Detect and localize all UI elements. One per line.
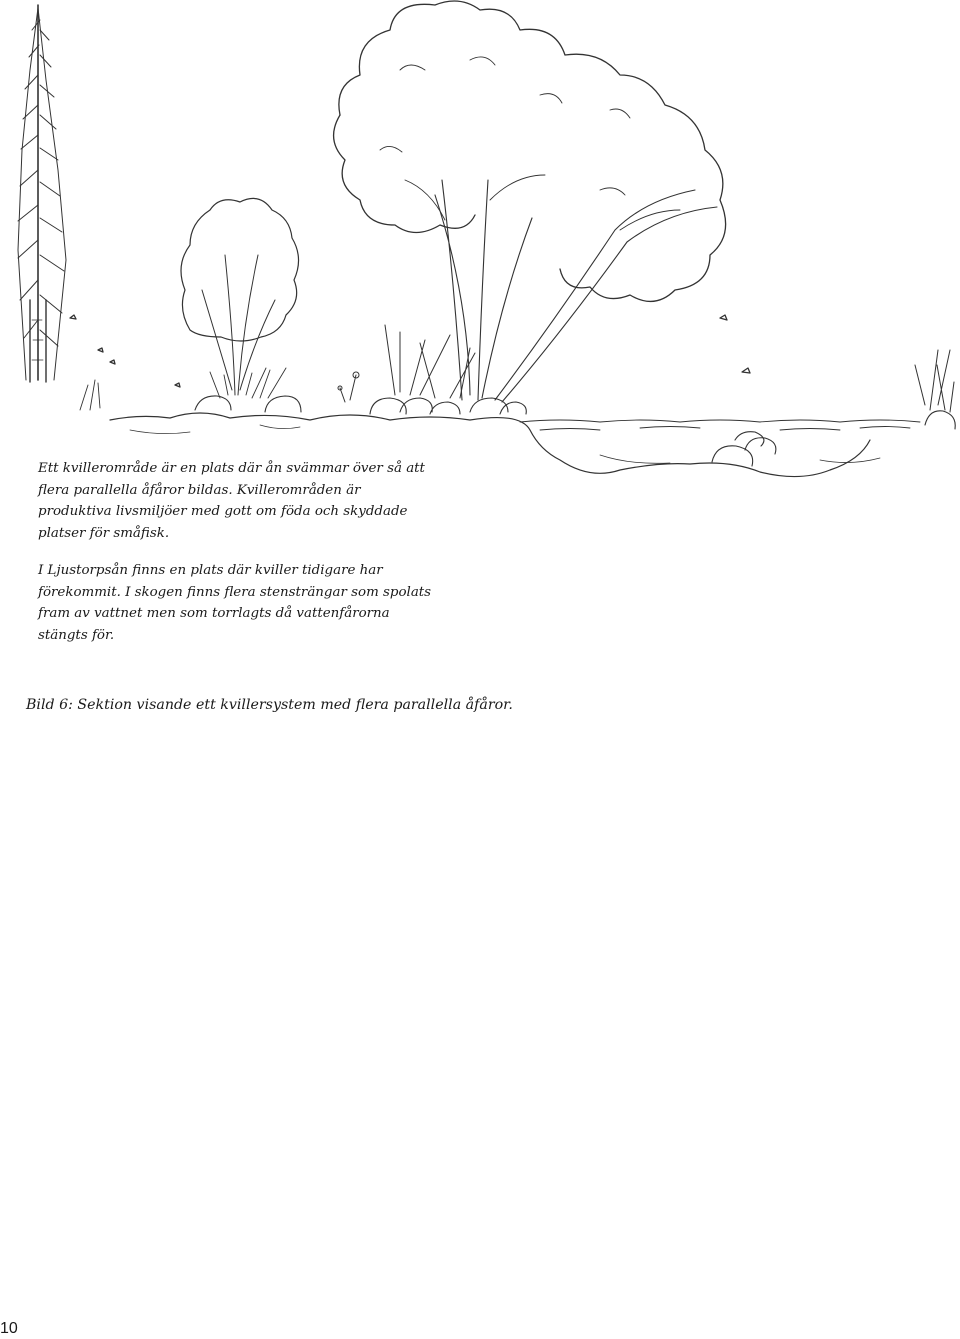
page-number: 10 [0,1320,18,1337]
water-surface [520,420,920,430]
shrub-drawing [181,198,299,398]
deciduous-tree-drawing [334,1,726,402]
spruce-tree-drawing [18,5,66,382]
paragraph-ljustorpsan: I Ljustorpsån finns en plats där kviller tidigare har förekommit. I skogen finns flera stensträngar som spolats fram av vattnet men som torrlagts då vattenfårorna stängts för. [38,563,432,643]
riverside-section-illustration [0,0,960,480]
figure-caption: Bild 6: Sektion visande ett kvillersystem med flera parallella åfåror. [26,697,513,713]
paragraph-kvilleromrade: Ett kvillerområde är en plats där ån svämmar över så att flera parallella åfåror bildas. Kvillerområden är produktiva livsmiljöer med gott om föda och skyddade platser för småfisk. [38,461,425,541]
stones-drawing [195,396,955,466]
